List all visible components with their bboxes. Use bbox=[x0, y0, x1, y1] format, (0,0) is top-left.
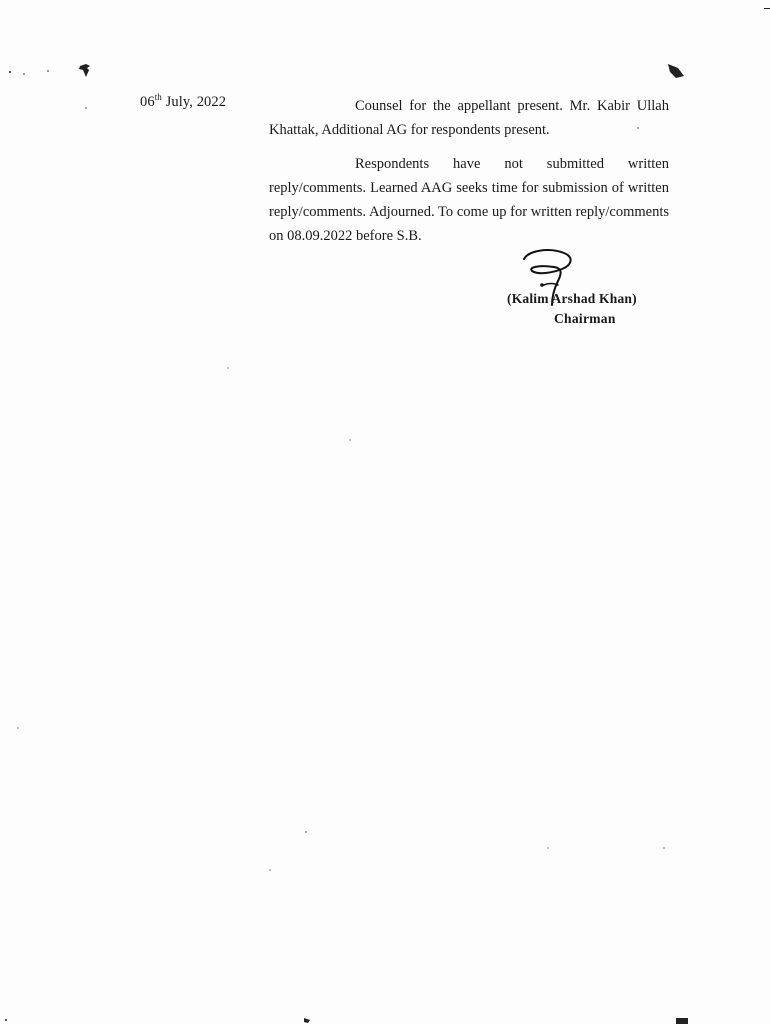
order-text bbox=[269, 94, 669, 248]
date-ordinal-suffix: th bbox=[154, 92, 162, 103]
date-day: 06 bbox=[140, 94, 155, 110]
order-date bbox=[140, 94, 226, 111]
order-paragraph-attendance: Counsel for the appellant present. Mr. Kabir Ullah Khattak, Additional AG for respondents present. bbox=[269, 98, 669, 138]
signature-block bbox=[500, 240, 680, 340]
date-month-year: July, 2022 bbox=[161, 94, 227, 110]
order-paragraph-adjournment: Respondents have not submitted written reply/comments. Learned AAG seeks time for submission of written reply/comments. Adjourned. To come up for written reply/comments on 08.09.2022 before S.B. bbox=[269, 156, 669, 244]
signatory-name: (Kalim Arshad Khan) bbox=[507, 291, 637, 306]
signatory-title: Chairman bbox=[554, 311, 616, 326]
